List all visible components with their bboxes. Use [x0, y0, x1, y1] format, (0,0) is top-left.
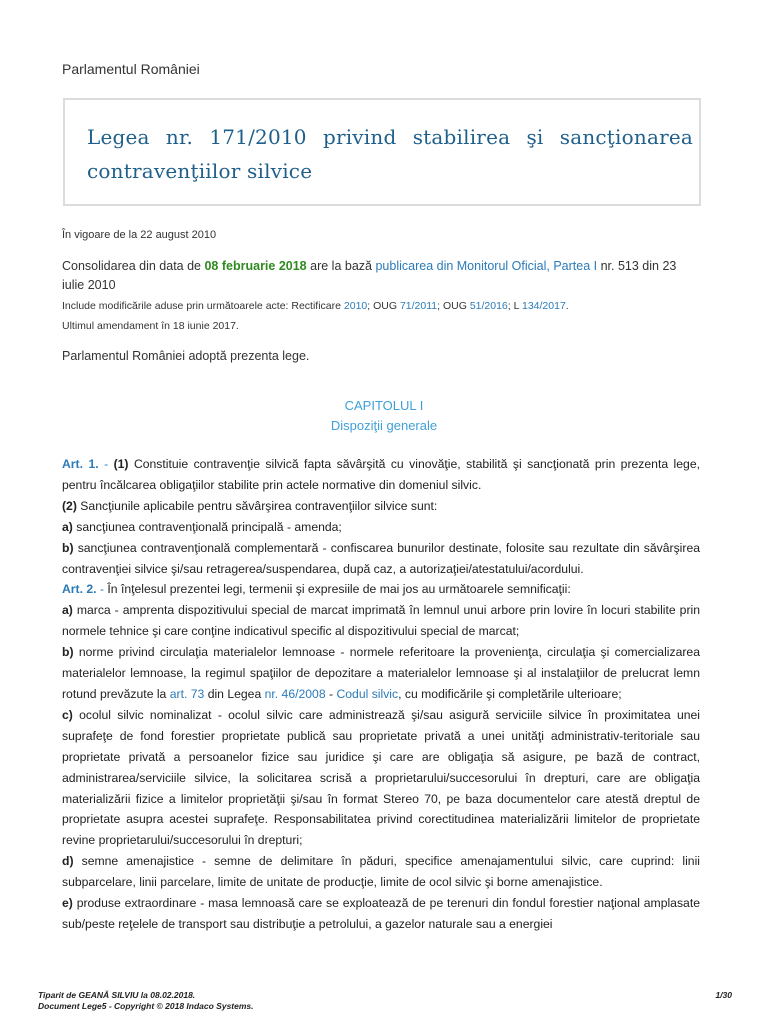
art2-b-dash: - — [329, 686, 334, 701]
art1-p2-text: Sancţiunile aplicabile pentru săvârşirea contravenţiilor silvice sunt: — [80, 498, 438, 513]
art1-b-text: sancţiunea contravenţională complementară - confiscarea bunurilor destinate, folosite sau rezultate din săvârşirea contravenţiei silvice şi/sau retragerea/suspendarea, după caz, a autorizaţiei/atestatului/acordului. — [62, 540, 701, 576]
codul-silvic-link[interactable]: Codul silvic — [336, 686, 399, 701]
art1-link[interactable]: Art. 1. — [62, 457, 99, 471]
footer-printed: Tiparit de GEANĂ SILVIU la 08.02.2018. — [38, 990, 196, 1000]
oug-51-2016-link[interactable]: 51/2016 — [469, 300, 508, 312]
art2-item-e — [62, 893, 700, 935]
consolidation-info — [62, 257, 702, 295]
rectificare-2010-link[interactable]: 2010 — [343, 300, 368, 312]
mod-oug1-text: ; OUG — [367, 300, 398, 312]
art-73-link[interactable]: art. 73 — [169, 686, 205, 701]
art2-item-c — [62, 705, 700, 851]
art2-intro-text: În înţelesul prezentei legi, termenii şi expresiile de mai jos au următoarele semnificaţii: — [107, 582, 571, 597]
art1-item-a — [62, 517, 700, 538]
lege-46-2008-link[interactable]: nr. 46/2008 — [264, 686, 326, 701]
monitorul-oficial-link[interactable]: publicarea din Monitorul Oficial, Partea I — [375, 259, 598, 273]
oug-71-2011-link[interactable]: 71/2011 — [399, 300, 438, 312]
art2-c-label: c) — [62, 707, 73, 722]
art2-item-d — [62, 851, 700, 893]
art1-a-label: a) — [62, 519, 73, 534]
modifications-info — [62, 300, 702, 312]
art1-b-label: b) — [62, 540, 74, 555]
footer-copyright: Document Lege5 - Copyright © 2018 Indaco Systems. — [38, 1001, 254, 1011]
document-title: Legea nr. 171/2010 privind stabilirea şi sancţionarea contravenţiilor silvice — [87, 125, 693, 183]
consolidation-date: 08 februarie 2018 — [204, 259, 307, 273]
art2-b-mid: din Legea — [207, 686, 262, 701]
art2-intro — [62, 579, 700, 600]
art1-a-text: sancţiunea contravenţională principală - amenda; — [76, 519, 342, 534]
footer-print-info — [38, 990, 254, 1012]
art1-dash: - — [104, 457, 109, 471]
art1-para2 — [62, 496, 700, 517]
art1-p1-num: (1) — [113, 457, 129, 471]
art2-e-label: e) — [62, 896, 73, 911]
l-134-2017-link[interactable]: 134/2017 — [522, 300, 566, 312]
in-force-date: În vigoare de la 22 august 2010 — [62, 229, 217, 241]
consolidation-mid: are la bază — [310, 259, 372, 273]
art2-a-label: a) — [62, 603, 73, 618]
art2-c-text: ocolul silvic nominalizat - ocolul silvic care administrează şi/sau asigură serviciile silvice în proximitatea unei suprafeţe de fond forestier proprietate publică sau proprietate privată a unei unităţi administrativ-teritoriale sau proprietate privată a persoanelor fizice sau juridice şi care are obligaţia să asigure, pe bază de contract, administrarea/serviciile silvice, la solicitarea scrisă a proprietarului/succesorului în drepturi, care are obligaţia materializării fizice a limitelor proprietăţii şi/sau în format Stereo 70, pe baza documentelor care atestă dreptul de proprietate asupra acestei suprafeţe. Responsabilitatea privind corectitudinea materializării limitelor de proprietate revine proprietarului/succesorului în drepturi; — [62, 707, 700, 848]
art2-link[interactable]: Art. 2. — [62, 582, 97, 597]
art2-d-text: semne amenajistice - semne de delimitare în păduri, specifice amenajamentului silvic, care cuprind: linii subparcelare, linii parcelare, limite de unitate de producţie, limite de ocol silvic şi borne amenajistice. — [62, 854, 700, 890]
art2-b-text: norme privind circulaţia materialelor lemnoase - normele referitoare la provenienţa, circulaţia şi comercializarea materialelor lemnoase, la regimul spaţiilor de depozitare a materialelor lemnoase şi al instalaţiilor de prelucrat lemn rotund prevăzute la — [62, 645, 700, 701]
art1-p2-num: (2) — [62, 498, 77, 513]
last-amendment: Ultimul amendament în 18 iunie 2017. — [62, 320, 239, 332]
adoption-statement: Parlamentul României adoptă prezenta lege. — [62, 349, 310, 363]
mod-end: . — [565, 300, 569, 312]
consolidation-suffix: nr. 513 din 23 iulie 2010 — [62, 259, 677, 292]
art1-p1-text: Constituie contravenţie silvică fapta săvârşită cu vinovăţie, stabilită şi sancţionată prin prezenta lege, pentru încălcarea obligaţiilor stabilite prin actele normative din domeniul silvic. — [62, 457, 700, 492]
art2-e-text: produse extraordinare - masa lemnoasă care se exploatează de pe terenuri din fondul forestier naţional amplasate sub/peste reţelele de transport sau distribuţie a petrolului, a gazelor naturale sau a energiei — [62, 896, 700, 931]
art2-item-b — [62, 642, 700, 705]
consolidation-prefix: Consolidarea din data de — [62, 259, 201, 273]
art2-item-a — [62, 600, 700, 642]
art2-d-label: d) — [62, 854, 74, 869]
chapter-number: CAPITOLUL I — [344, 398, 424, 413]
mod-oug2-text: ; OUG — [437, 300, 467, 312]
law-body — [62, 454, 700, 935]
art2-dash: - — [99, 582, 104, 597]
mod-l-text: ; L — [507, 300, 520, 312]
chapter-name: Dispoziţii generale — [330, 418, 438, 433]
art2-b-end: , cu modificările şi completările ulterioare; — [398, 686, 622, 701]
art1-item-b — [62, 538, 700, 580]
art2-b-label: b) — [62, 645, 74, 660]
page-number: 1/30 — [715, 990, 732, 1000]
issuer-header: Parlamentul României — [62, 61, 200, 77]
title-box — [63, 98, 701, 206]
modifications-prefix: Include modificările aduse prin următoarele acte: Rectificare — [62, 300, 341, 312]
art1-para1 — [62, 454, 700, 496]
art2-a-text: marca - amprenta dispozitivului special de marcat imprimată în lemnul unui arbore prin lovire în locuri stabilite prin normele tehnice şi care conţine indicativul specific al dispozitivului special de marcat; — [62, 603, 700, 639]
